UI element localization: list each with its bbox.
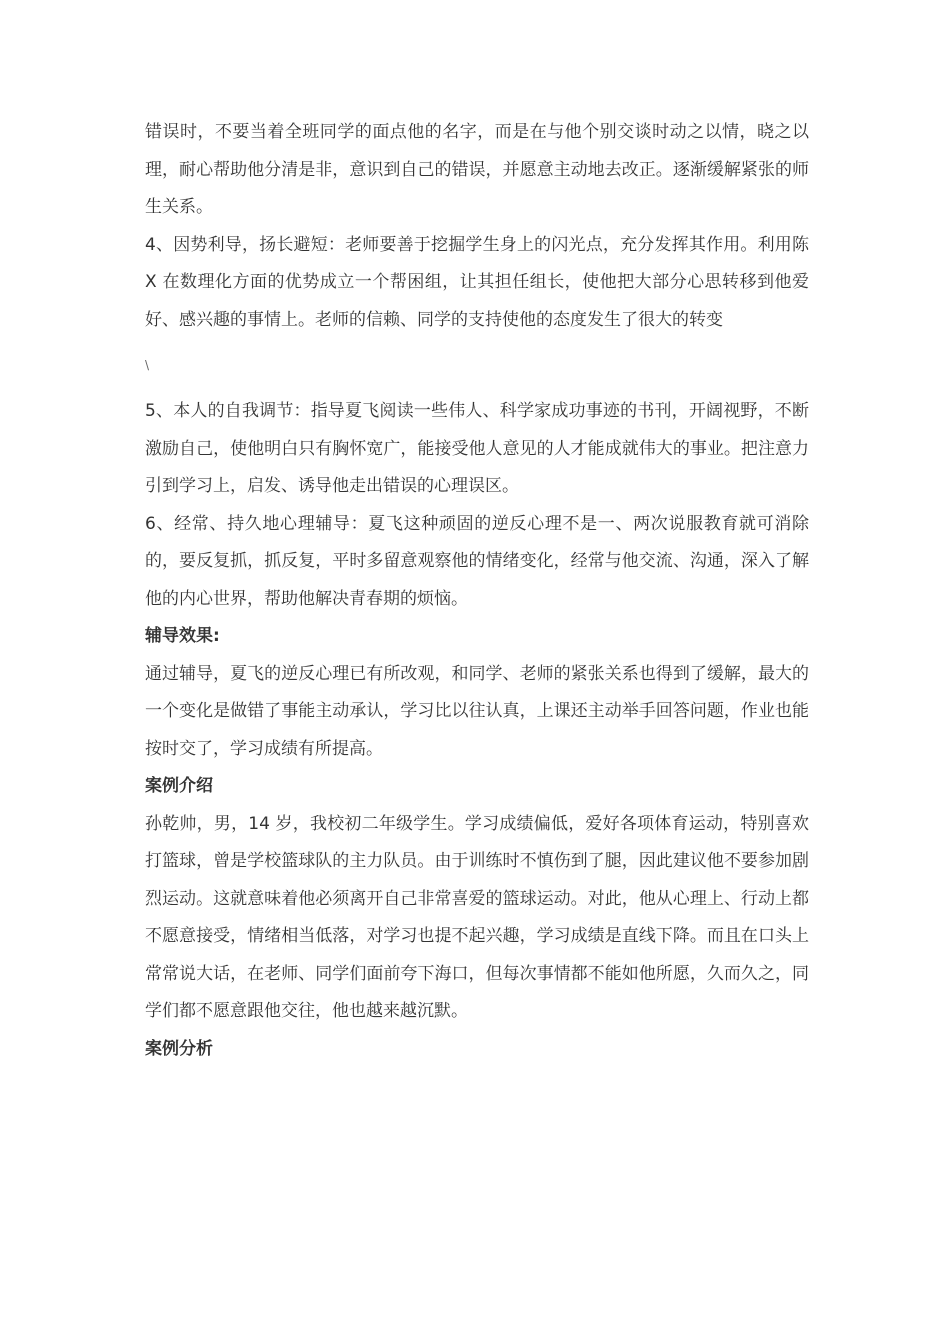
stray-mark: \ — [145, 358, 150, 372]
paragraph-counseling-results: 通过辅导，夏飞的逆反心理已有所改观，和同学、老师的紧张关系也得到了缓解，最大的一个变化是做错了事能主动承认，学习比以往认真，上课还主动举手回答问题，作业也能按时交了，学习成绩有所提高。 — [145, 663, 809, 759]
heading-counseling-results: 辅导效果: — [145, 626, 220, 646]
paragraph-item-4: 4、因势利导，扬长避短：老师要善于挖掘学生身上的闪光点，充分发挥其作用。利用陈 X 在数理化方面的优势成立一个帮困组，让其担任组长，使他把大部分心思转移到他爱好、感兴趣的事情上。老师的信赖、同学的支持使他的态度发生了很大的转变 — [145, 234, 809, 330]
paragraph-case-introduction: 孙乾帅，男，14 岁，我校初二年级学生。学习成绩偏低，爱好各项体育运动，特别喜欢打篮球，曾是学校篮球队的主力队员。由于训练时不慎伤到了腿，因此建议他不要参加剧烈运动。这就意味着他必须离开自己非常喜爱的篮球运动。对此，他从心理上、行动上都不愿意接受，情绪相当低落，对学习也提不起兴趣，学习成绩是直线下降。而且在口头上常常说大话，在老师、同学们面前夸下海口，但每次事情都不能如他所愿，久而久之，同学们都不愿意跟他交往，他也越来越沉默。 — [145, 813, 809, 1021]
heading-case-analysis: 案例分析 — [145, 1038, 213, 1059]
paragraph-item-6: 6、经常、持久地心理辅导：夏飞这种顽固的逆反心理不是一、两次说服教育就可消除的，要反复抓，抓反复，平时多留意观察他的情绪变化，经常与他交流、沟通，深入了解他的内心世界，帮助他解决青春期的烦恼。 — [145, 513, 809, 609]
heading-case-introduction: 案例介绍 — [145, 776, 213, 796]
paragraph-item-5: 5、本人的自我调节：指导夏飞阅读一些伟人、科学家成功事迹的书刊，开阔视野，不断激励自己，使他明白只有胸怀宽广，能接受他人意见的人才能成就伟大的事业。把注意力引到学习上，启发、诱导他走出错误的心理误区。 — [145, 401, 809, 496]
paragraph-correction-advice: 错误时，不要当着全班同学的面点他的名字，而是在与他个别交谈时动之以情，晓之以理，耐心帮助他分清是非，意识到自己的错误，并愿意主动地去改正。逐渐缓解紧张的师生关系。 — [145, 122, 809, 217]
document-body — [145, 114, 809, 1068]
